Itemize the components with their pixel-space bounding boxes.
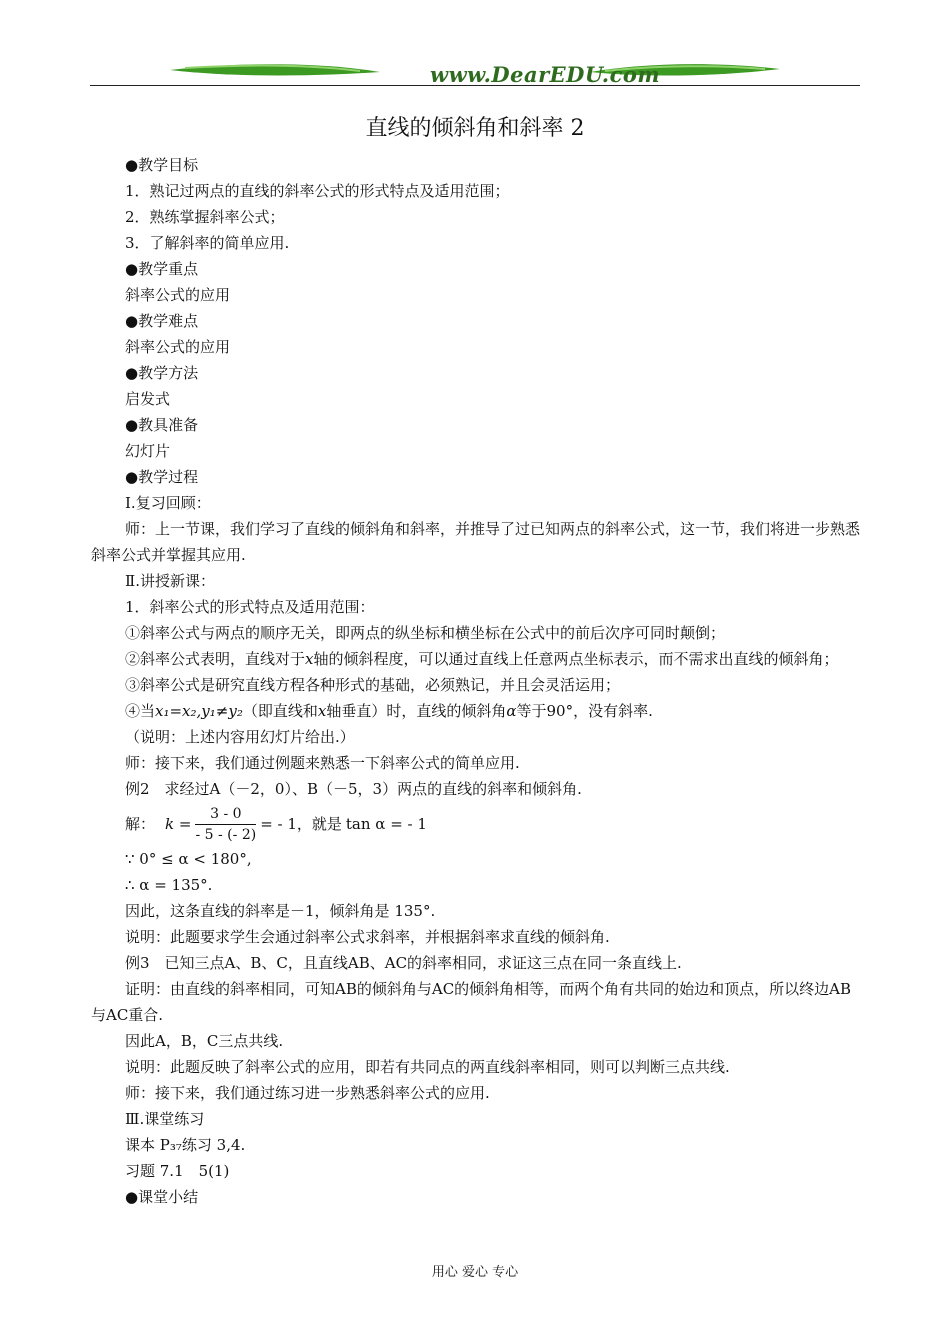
slide-note: （说明：上述内容用幻灯片给出.） [125, 728, 355, 746]
document-title: 直线的倾斜角和斜率 2 [365, 116, 585, 141]
method-body: 启发式 [125, 390, 171, 408]
conclusion-line: 因此，这条直线的斜率是－1，倾斜角是 135°. [125, 902, 436, 920]
practice-item-2: 习题 7.1 5(1) [125, 1162, 230, 1180]
tools-heading: ●教具准备 [125, 416, 199, 434]
difficulty-body: 斜率公式的应用 [125, 338, 231, 356]
point-2-text-a: ②斜率公式表明，直线对于 [125, 650, 306, 668]
point-4-alpha: α [506, 702, 517, 720]
goal-item-3: 3．了解斜率的简单应用. [125, 234, 290, 252]
header-rule [90, 85, 860, 86]
site-logo-text: www.DearEDU.com [430, 62, 661, 87]
page-footer: 用心 爱心 专心 [431, 1265, 519, 1280]
point-4-condition: x₁=x₂,y₁≠y₂ [155, 702, 243, 720]
process-heading: ●教学过程 [125, 468, 199, 486]
point-2 [91, 646, 861, 672]
solution-label: 解： [125, 815, 156, 833]
goal-item-1: 1．熟记过两点的直线的斜率公式的形式特点及适用范围； [125, 182, 510, 200]
formula-points-heading: 1．斜率公式的形式特点及适用范围： [125, 598, 375, 616]
proof-text: 证明：由直线的斜率相同，可知AB的倾斜角与AC的倾斜角相等，而两个角有共同的始边和顶点，所以终边AB与AC重合. [91, 980, 852, 1024]
solution-fraction [195, 804, 256, 845]
example-3: 例3 已知三点A、B、C，且直线AB、AC的斜率相同，求证这三点在同一条直线上. [125, 954, 682, 972]
key-heading: ●教学重点 [125, 260, 199, 278]
difficulty-heading: ●教学难点 [125, 312, 199, 330]
point-4-text-e: 等于 [516, 702, 547, 720]
solution-k: k = [165, 815, 192, 833]
point-4 [91, 698, 861, 724]
point-3: ③斜率公式是研究直线方程各种形式的基础，必须熟记，并且会灵活运用； [125, 676, 621, 694]
goal-heading: ●教学目标 [125, 156, 199, 174]
point-4-x: x [317, 702, 327, 720]
because-line: ∵ 0° ≤ α < 180°, [125, 850, 252, 868]
review-heading: Ⅰ.复习回顾： [125, 494, 211, 512]
therefore-line: ∴ α = 135°. [125, 876, 213, 894]
document-body [91, 152, 861, 1210]
practice-item-1: 课本 P₃₇练习 3,4. [125, 1136, 246, 1154]
goal-item-2: 2．熟练掌握斜率公式； [125, 208, 285, 226]
key-body: 斜率公式的应用 [125, 286, 231, 304]
collinear-conclusion: 因此A，B，C三点共线. [125, 1032, 284, 1050]
point-4-degree: 90° [546, 702, 574, 720]
review-body: 师：上一节课，我们学习了直线的倾斜角和斜率，并推导了过已知两点的斜率公式，这一节，我们将进一步熟悉斜率公式并掌握其应用. [91, 520, 861, 564]
point-4-text-f: ，没有斜率. [573, 702, 653, 720]
point-1: ①斜率公式与两点的顺序无关，即两点的纵坐标和横坐标在公式中的前后次序可同时颠倒； [125, 624, 726, 642]
fraction-denominator: - 5 - (- 2) [195, 826, 257, 843]
solution-equals: = - 1，就是 [260, 815, 342, 833]
point-4-text-c: （即直线和 [242, 702, 318, 720]
solution-formula [91, 802, 861, 846]
teacher-transition-2: 师：接下来，我们通过练习进一步熟悉斜率公式的应用. [125, 1084, 490, 1102]
example-2: 例2 求经过A（－2，0）、B（－5，3）两点的直线的斜率和倾斜角. [125, 780, 582, 798]
point-2-x: x [305, 650, 314, 668]
page-header [90, 56, 860, 92]
point-2-text-b: 轴的倾斜程度，可以通过直线上任意两点坐标表示，而不需求出直线的倾斜角； [313, 650, 839, 668]
method-heading: ●教学方法 [125, 364, 199, 382]
tools-body: 幻灯片 [125, 442, 171, 460]
fraction-numerator: 3 - 0 [195, 804, 256, 825]
point-4-text-a: ④当 [125, 702, 156, 720]
new-lesson-heading: Ⅱ.讲授新课： [125, 572, 215, 590]
practice-heading: Ⅲ.课堂练习 [125, 1110, 205, 1128]
solution-tan: tan α = - 1 [345, 815, 427, 833]
summary-heading: ●课堂小结 [125, 1188, 199, 1206]
teacher-transition-1: 师：接下来，我们通过例题来熟悉一下斜率公式的简单应用. [125, 754, 520, 772]
point-4-text-d: 轴垂直）时，直线的倾斜角 [326, 702, 507, 720]
explanation-1: 说明：此题要求学生会通过斜率公式求斜率，并根据斜率求直线的倾斜角. [125, 928, 610, 946]
explanation-2: 说明：此题反映了斜率公式的应用，即若有共同点的两直线斜率相同，则可以判断三点共线. [125, 1058, 730, 1076]
